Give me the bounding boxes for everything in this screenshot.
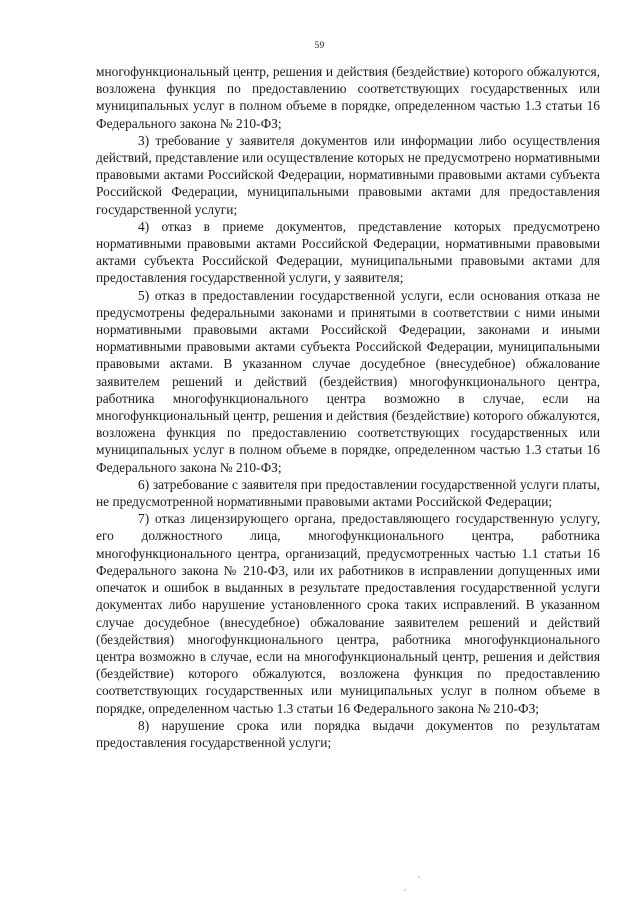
scan-speck (418, 876, 420, 878)
paragraph-item-4: 4) отказ в приеме документов, представление которых предусмотрено нормативными правовыми актами Российской Федерации, нормативными правовыми актами субъекта Российской Федерации, муниципальными правовыми актами для предоставления государственной услуги, у заявителя; (96, 218, 600, 286)
scan-speck (404, 889, 406, 891)
paragraph-continuation: многофункциональный центр, решения и действия (бездействие) которого обжалуются, возложена функция по предоставлению соответствующих государственных или муниципальных услуг в полном объеме в порядке, определенном частью 1.3 статьи 16 Федерального закона № 210-ФЗ; (96, 64, 600, 131)
document-body (96, 63, 600, 751)
paragraph-item-7: 7) отказ лицензирующего органа, предоставляющего государственную услугу, его должностного лица, многофункционального центра, работника многофункционального центра, организаций, предусмотренных частью 1.1 статьи 16 Федерального закона № 210-ФЗ, или их работников в исправлении допущенных ими опечаток и ошибок в выданных в результате предоставления государственной услуги документах либо нарушение установленного срока таких исправлений. В указанном случае досудебное (внесудебное) обжалование заявителем решений и действий (бездействия) многофункционального центра, работника многофункционального центра возможно в случае, если на многофункциональный центр, решения и действия (бездействие) которого обжалуются, возложена функция по предоставлению соответствующих государственных или муниципальных услуг в полном объеме в порядке, определенном частью 1.3 статьи 16 Федерального закона № 210-ФЗ; (96, 511, 600, 716)
paragraph-item-3: 3) требование у заявителя документов или информации либо осуществления действий, представление или осуществление которых не предусмотрено нормативными правовыми актами Российской Федерации, нормативными правовыми актами субъекта Российской Федерации, муниципальными правовыми актами для предоставления государственной услуги; (96, 132, 600, 217)
paragraph-item-6: 6) затребование с заявителя при предоставлении государственной услуги платы, не предусмотренной нормативными правовыми актами Российской Федерации; (96, 476, 600, 510)
paragraph-item-5: 5) отказ в предоставлении государственной услуги, если основания отказа не предусмотрены федеральными законами и принятыми в соответствии с ними иными нормативными правовыми актами Российской Федерации, законами и иными нормативными правовыми актами субъекта Российской Федерации, муниципальными правовыми актами. В указанном случае досудебное (внесудебное) обжалование заявителем решений и действий (бездействия) многофункционального центра, работника многофункционального центра возможно в случае, если на многофункциональный центр, решения и действия (бездействие) которого обжалуются, возложена функция по предоставлению соответствующих государственных или муниципальных услуг в полном объеме в порядке, определенном частью 1.3 статьи 16 Федерального закона № 210-ФЗ; (96, 287, 600, 475)
paragraph-item-8: 8) нарушение срока или порядка выдачи документов по результатам предоставления государственной услуги; (96, 717, 600, 750)
page-number: 59 (314, 41, 325, 51)
